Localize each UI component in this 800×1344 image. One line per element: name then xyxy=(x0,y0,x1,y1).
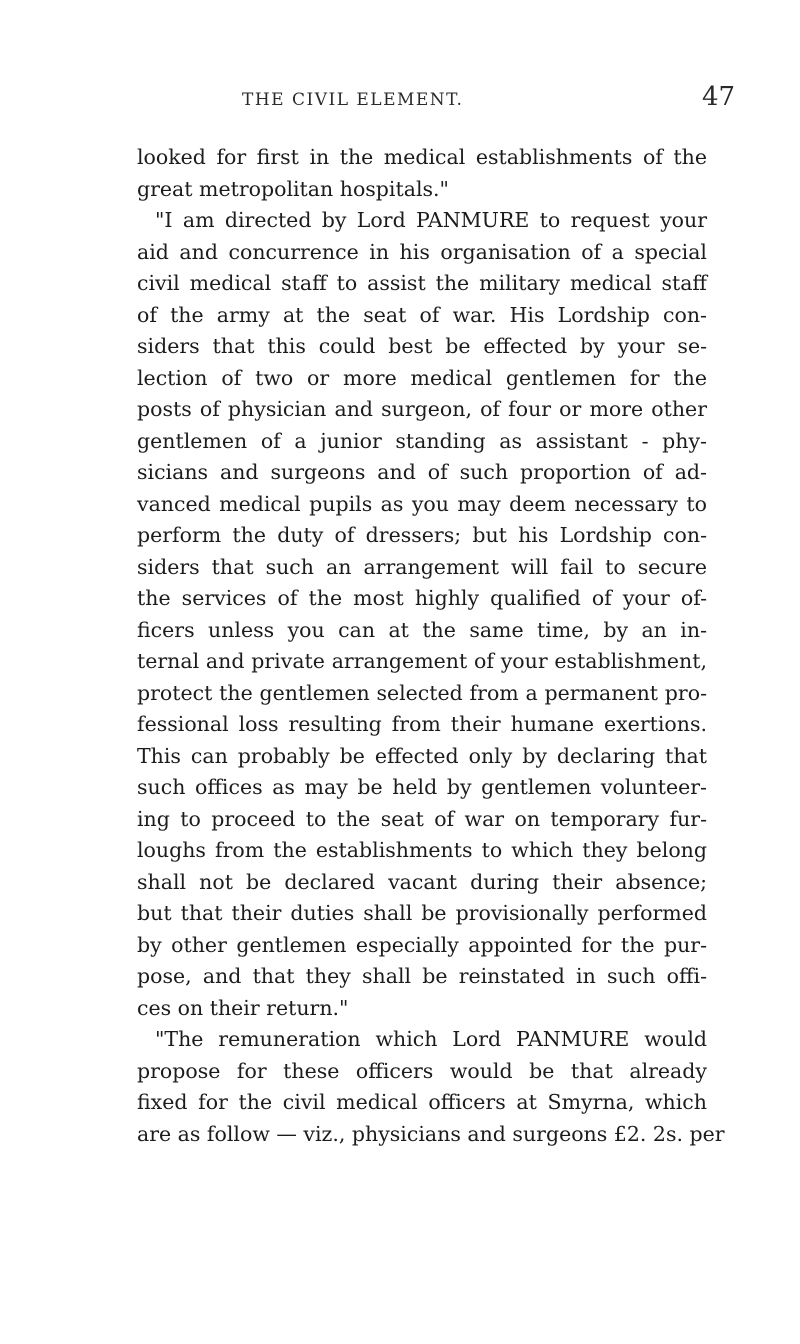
text-line: siders that such an arrangement will fail to secure xyxy=(137,554,707,579)
text-line: civil medical staff to assist the military medical staff xyxy=(137,271,707,295)
text-line: ternal and private arrangement of your establishment, xyxy=(137,649,707,673)
text-line: shall not be declared vacant during their absence; xyxy=(137,869,707,894)
text-line: of the army at the seat of war. His Lordship con- xyxy=(137,302,707,327)
text-line: "I am directed by Lord PANMURE to request your xyxy=(155,208,707,232)
body-text xyxy=(137,142,725,1150)
text-line: posts of physician and surgeon, of four or more other xyxy=(137,397,707,421)
text-line: looked for first in the medical establishments of the xyxy=(137,145,707,169)
text-line: ficers unless you can at the same time, by an in- xyxy=(137,617,707,642)
text-line: pose, and that they shall be reinstated in such offi- xyxy=(137,964,707,988)
text-line: lection of two or more medical gentlemen for the xyxy=(137,365,707,390)
text-line: siders that this could best be effected by your se- xyxy=(137,334,707,358)
running-head: THE CIVIL ELEMENT. xyxy=(242,90,464,110)
text-line: gentlemen of a junior standing as assistant - phy- xyxy=(137,428,707,453)
text-line: ces on their return." xyxy=(137,995,349,1020)
text-line: "The remuneration which Lord PANMURE would xyxy=(155,1027,707,1051)
text-line: perform the duty of dressers; but his Lordship con- xyxy=(137,523,707,547)
text-line: vanced medical pupils as you may deem necessary to xyxy=(137,491,707,516)
text-line: great metropolitan hospitals." xyxy=(137,176,449,201)
text-line: are as follow — viz., physicians and surgeons £2. 2s. per xyxy=(137,1121,725,1146)
text-line: loughs from the establishments to which they belong xyxy=(137,838,707,862)
text-line: fessional loss resulting from their humane exertions. xyxy=(137,712,707,736)
text-line: sicians and surgeons and of such proportion of ad- xyxy=(137,460,707,484)
text-line: propose for these officers would be that already xyxy=(137,1058,707,1083)
text-line: such offices as may be held by gentlemen volunteer- xyxy=(137,775,707,799)
text-line: aid and concurrence in his organisation of a special xyxy=(137,239,707,264)
text-line: fixed for the civil medical officers at Smyrna, which xyxy=(137,1090,707,1114)
text-line: the services of the most highly qualified of your of- xyxy=(137,586,707,610)
text-line: ing to proceed to the seat of war on temporary fur- xyxy=(137,806,707,831)
text-line: by other gentlemen especially appointed for the pur- xyxy=(137,932,707,957)
text-line: protect the gentlemen selected from a permanent pro- xyxy=(137,680,707,705)
text-line: This can probably be effected only by declaring that xyxy=(137,743,707,768)
page-number: 47 xyxy=(702,82,736,112)
text-line: but that their duties shall be provisionally performed xyxy=(137,901,707,925)
